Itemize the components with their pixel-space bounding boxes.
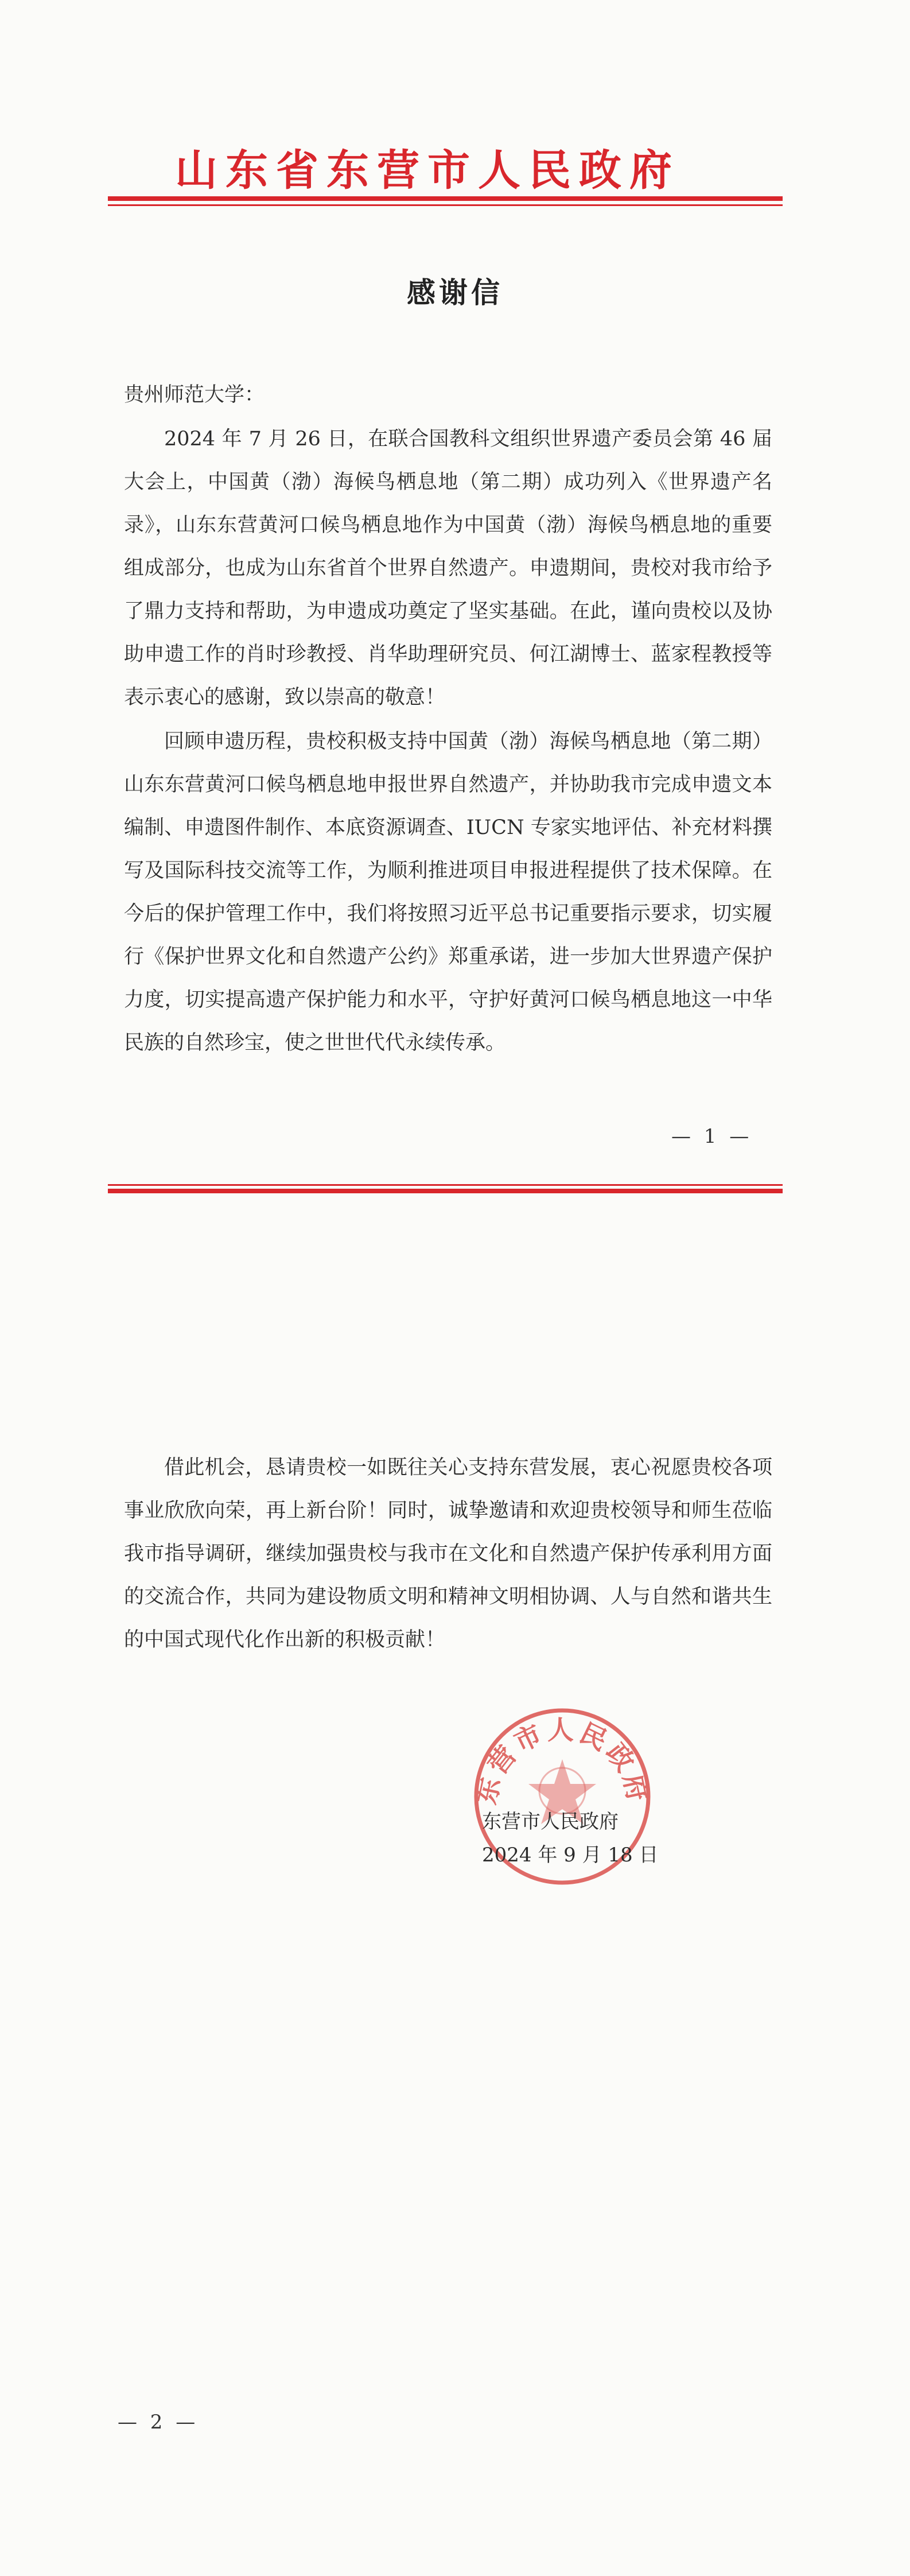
paragraph-1: 2024 年 7 月 26 日，在联合国教科文组织世界遗产委员会第 46 届大会上，中国黄（渤）海候鸟栖息地（第二期）成功列入《世界遗产名录》，山东东营黄河口候鸟栖息地作为中国黄（渤）海候鸟栖息地的重要组成部分，也成为山东省首个世界自然遗产。申遗期间，贵校对我市给予了鼎力支持和帮助，为申遗成功奠定了坚实基础。在此，谨向贵校以及协助申遗工作的肖时珍教授、肖华助理研究员、何江湖博士、蓝家程教授等表示衷心的感谢，致以崇高的敬意！: [124, 428, 772, 709]
salutation: 贵州师范大学：: [124, 383, 265, 406]
page-number-1: — 1 —: [671, 1125, 753, 1148]
footer-rule-thin: [108, 1184, 783, 1186]
letterhead-rule-thick: [108, 196, 783, 201]
letter-title: 感谢信: [407, 276, 503, 309]
footer-rule-thick: [108, 1189, 783, 1193]
letter-date: 2024 年 9 月 18 日: [482, 1844, 659, 1867]
signoff-block: [482, 1805, 658, 1872]
signer-name: 东营市人民政府: [482, 1810, 619, 1833]
seal-text: 东营市人民政府: [470, 1714, 654, 1807]
page-1: [0, 0, 910, 1223]
page-number-2: — 2 —: [118, 2411, 199, 2434]
letterhead-title: 山东省东营市人民政府: [175, 146, 680, 195]
letterhead-rule-thin: [108, 204, 783, 206]
paragraph-3: 借此机会，恳请贵校一如既往关心支持东营发展，衷心祝愿贵校各项事业欣欣向荣，再上新台阶！同时，诚挚邀请和欢迎贵校领导和师生莅临我市指导调研，继续加强贵校与我市在文化和自然遗产保护传承利用方面的交流合作，共同为建设物质文明和精神文明相协调、人与自然和谐共生的中国式现代化作出新的积极贡献！: [124, 1456, 772, 1651]
paragraph-2: 回顾申遗历程，贵校积极支持中国黄（渤）海候鸟栖息地（第二期）山东东营黄河口候鸟栖息地申报世界自然遗产，并协助我市完成申遗文本编制、申遗图件制作、本底资源调查、IUCN 专家实地评估、补充材料撰写及国际科技交流等工作，为顺利推进项目申报进程提供了技术保障。在今后的保护管理工作中，我们将按照习近平总书记重要指示要求，切实履行《保护世界文化和自然遗产公约》郑重承诺，进一步加大世界遗产保护力度，切实提高遗产保护能力和水平，守护好黄河口候鸟栖息地这一中华民族的自然珍宝，使之世世代代永续传承。: [124, 730, 772, 1054]
page-2: [0, 1223, 910, 2576]
